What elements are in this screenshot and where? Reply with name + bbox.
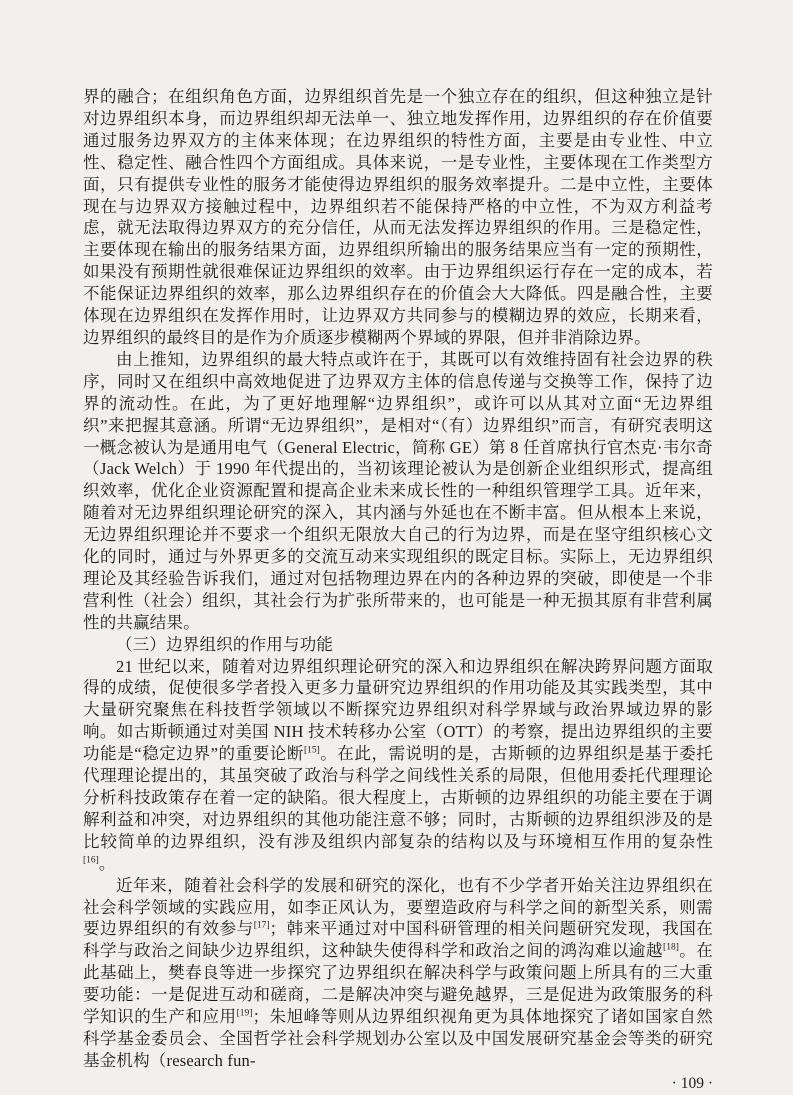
section-heading: （三）边界组织的作用与功能	[116, 634, 334, 654]
body-paragraph: 近年来，随着社会科学的发展和研究的深化，也有不少学者开始关注边界组织在社会科学领域的实践应用，如李正风认为，要塑造政府与科学之间的新型关系，则需要边界组织的有效参与[17]；韩来平通过对中国科研管理的相关问题研究发现，我国在科学与政治之间缺少边界组织，这种缺失使得科学和政治之间的鸿沟难以逾越[18]。在此基础上，樊春良等进一步探究了边界组织在解决科学与政策问题上所具有的三大重要功能：一是促进互动和磋商，二是解决冲突与避免越界，三是促进为政策服务的科学知识的生产和应用[19]；朱旭峰等则从边界组织视角更为具体地探究了诸如国家自然科学基金委员会、全国哲学社会科学规划办公室以及中国发展研究基金会等类的研究基金机构（research fun-	[83, 875, 714, 1070]
page-number: · 109 ·	[671, 1074, 713, 1092]
citation-ref: [15]	[303, 745, 320, 756]
citation-ref: [19]	[236, 1008, 253, 1019]
body-paragraph: 界的融合；在组织角色方面，边界组织首先是一个独立存在的组织，但这种独立是针对边界组织本身，而边界组织却无法单一、独立地发挥作用，边界组织的存在价值要通过服务边界双方的主体来体现；在边界组织的特性方面，主要是由专业性、中立性、稳定性、融合性四个方面组成。具体来说，一是专业性，主要体现在工作类型方面，只有提供专业性的服务才能使得边界组织的服务效率提升。二是中立性，主要体现在与边界双方接触过程中，边界组织若不能保持严格的中立性，不为双方利益考虑，就无法取得边界双方的充分信任，从而无法发挥边界组织的作用。三是稳定性，主要体现在输出的服务结果方面，边界组织所输出的服务结果应当有一定的预期性，如果没有预期性就很难保证边界组织的效率。由于边界组织运行存在一定的成本，若不能保证边界组织的效率，那么边界组织存在的价值会大大降低。四是融合性，主要体现在边界组织在发挥作用时，让边界双方共同参与的模糊边界的效应，长期来看，边界组织的最终目的是作为介质逐步模糊两个界域的界限，但并非消除边界。	[83, 87, 713, 347]
body-paragraph: 21 世纪以来，随着对边界组织理论研究的深入和边界组织在解决跨界问题方面取得的成绩，促使很多学者投入更多力量研究边界组织的作用功能及其实践类型，其中大量研究聚焦在科技哲学领域以不断探究边界组织对科学界域与政治界域边界的影响。如古斯顿通过对美国 NIH 技术转移办公室（OTT）的考察，提出边界组织的主要功能是“稳定边界”的重要论断[15]。在此，需说明的是，古斯顿的边界组织是基于委托代理理论提出的，其虽突破了政治与科学之间线性关系的局限，但他用委托代理理论分析科技政策存在着一定的缺陷。很大程度上，古斯顿的边界组织的功能主要在于调解利益和冲突，对边界组织的其他功能注意不够；同时，古斯顿的边界组织涉及的是比较简单的边界组织，没有涉及组织内部复杂的结构以及与环境相互作用的复杂性[16]。	[83, 656, 713, 873]
citation-ref: [16]	[83, 855, 99, 866]
citation-ref: [17]	[253, 920, 270, 931]
body-paragraph: 由上推知，边界组织的最大特点或许在于，其既可以有效维持固有社会边界的秩序，同时又在组织中高效地促进了边界双方主体的信息传递与交换等工作，保持了边界的流动性。在此，为了更好地理解“边界组织”，或许可以从其对立面“无边界组织”来把握其意涵。所谓“无边界组织”，是相对“（有）边界组织”而言，有研究表明这一概念被认为是通用电气（General Electric，简称 GE）第 8 任首席执行官杰克·韦尔奇（Jack Welch）于 1990 年代提出的，当初该理论被认为是创新企业组织形式，提高组织效率，优化企业资源配置和提高企业未来成长性的一种组织管理学工具。近年来，随着对无边界组织理论研究的深入，其内涵与外延也在不断丰富。但从根本上来说，无边界组织理论并不要求一个组织无限放大自己的行为边界，而是在坚守组织核心文化的同时，通过与外界更多的交流互动来实现组织的既定目标。实际上，无边界组织理论及其经验告诉我们，通过对包括物理边界在内的各种边界的突破，即使是一个非营利性（社会）组织，其社会行为扩张所带来的，也可能是一种无损其原有非营利属性的共赢结果。	[83, 349, 713, 632]
text-column	[83, 86, 713, 1072]
citation-ref: [18]	[663, 942, 679, 953]
